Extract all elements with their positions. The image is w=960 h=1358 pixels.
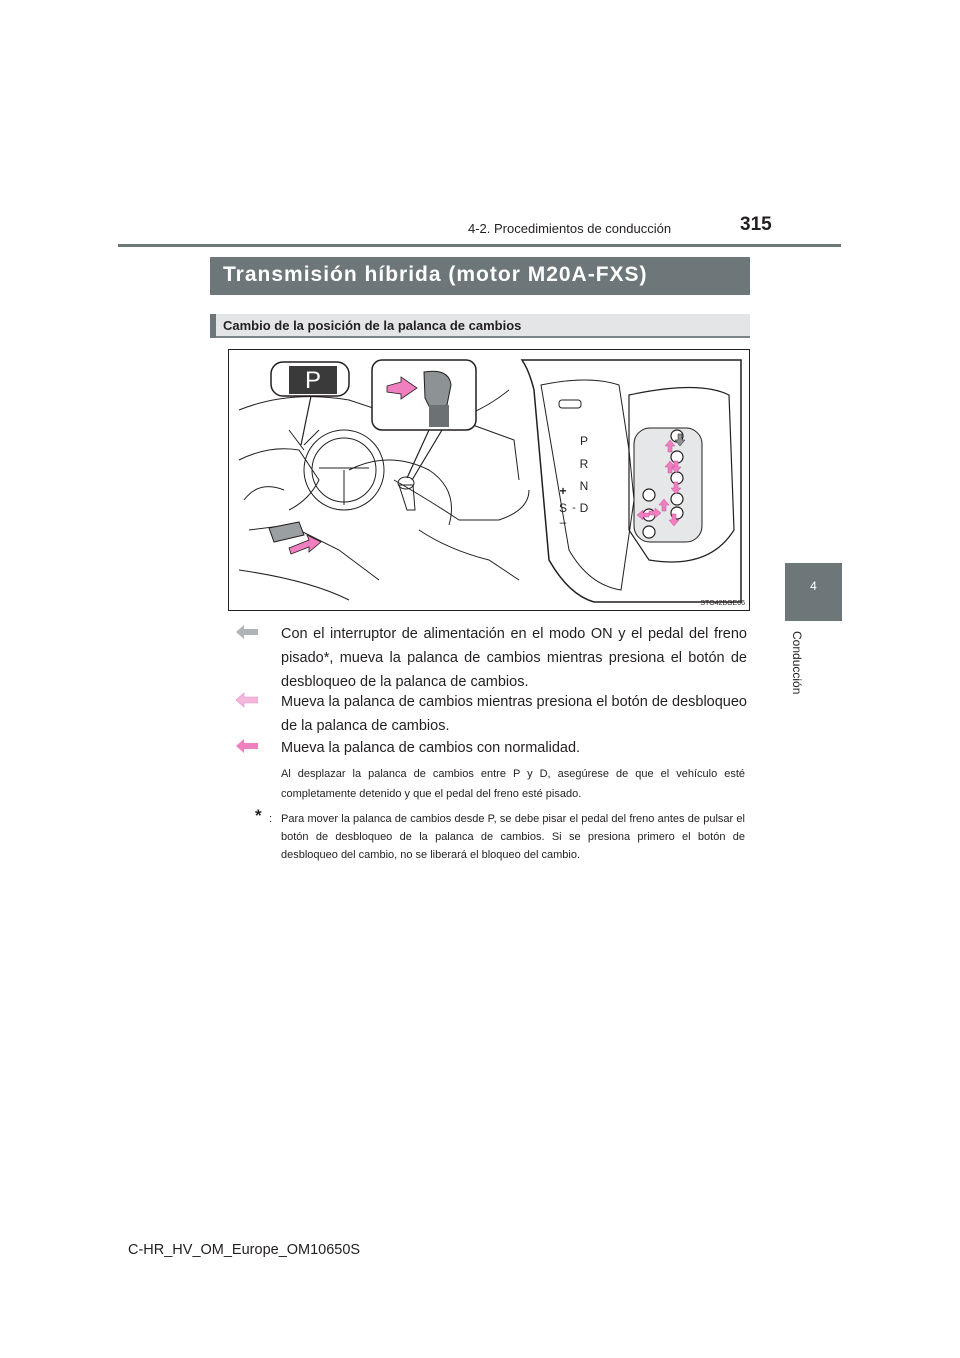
shift-lever-drawing [229,350,751,612]
gate-letter-p: P [579,434,589,448]
legend-text-pink: Mueva la palanca de cambios con normalidad. [281,740,581,756]
chapter-label: Conducción [790,631,804,695]
page-number: 315 [740,214,772,235]
light-pink-arrow-icon [236,692,258,708]
safety-note: Al desplazar la palanca de cambios entre P y D, asegúrese de que el vehículo esté completamente detenido y que el pedal del freno esté pisado. [281,768,745,800]
gate-dash: - [572,502,576,514]
gate-letter-n: N [579,479,589,493]
header-divider [118,244,841,247]
footnote-colon: : [269,813,273,825]
legend-text-light-pink: Mueva la palanca de cambios mientras presiona el botón de desbloqueo de la palanca de cambios. [281,694,747,734]
document-id: C-HR_HV_OM_Europe_OM10650S [128,1242,361,1258]
manual-letter-minus: – [559,515,567,529]
gate-letter-r: R [579,457,589,471]
manual-letter-s: S [558,501,568,515]
gray-arrow-icon [236,624,258,640]
chapter-tab: 4 [785,563,842,621]
gate-letter-d: D [579,501,589,515]
manual-letter-plus: + [559,484,567,498]
subsection-title: Cambio de la posición de la palanca de cambios [210,314,750,338]
header-section-title: 4-2. Procedimientos de conducción [468,221,672,236]
footnote-mark: * [255,806,262,825]
indicator-letter: P [304,367,322,394]
shift-lever-illustration [228,349,750,611]
pink-arrow-icon [236,738,258,754]
figure-code: STO42BGE06 [700,600,745,607]
legend-text-gray: Con el interruptor de alimentación en el modo ON y el pedal del freno pisado*, mueva la palanca de cambios mientras presiona el botón de desbloqueo de la palanca de cambios. [281,626,747,690]
footnote-text: Para mover la palanca de cambios desde P, se debe pisar el pedal del freno antes de pulsar el botón de desbloqueo de la palanca de cambios. Si se presiona primero el botón de desbloqueo del cambio, no se liberará el bloqueo del cambio. [281,813,745,861]
section-title: Transmisión híbrida (motor M20A-FXS) [210,257,750,295]
